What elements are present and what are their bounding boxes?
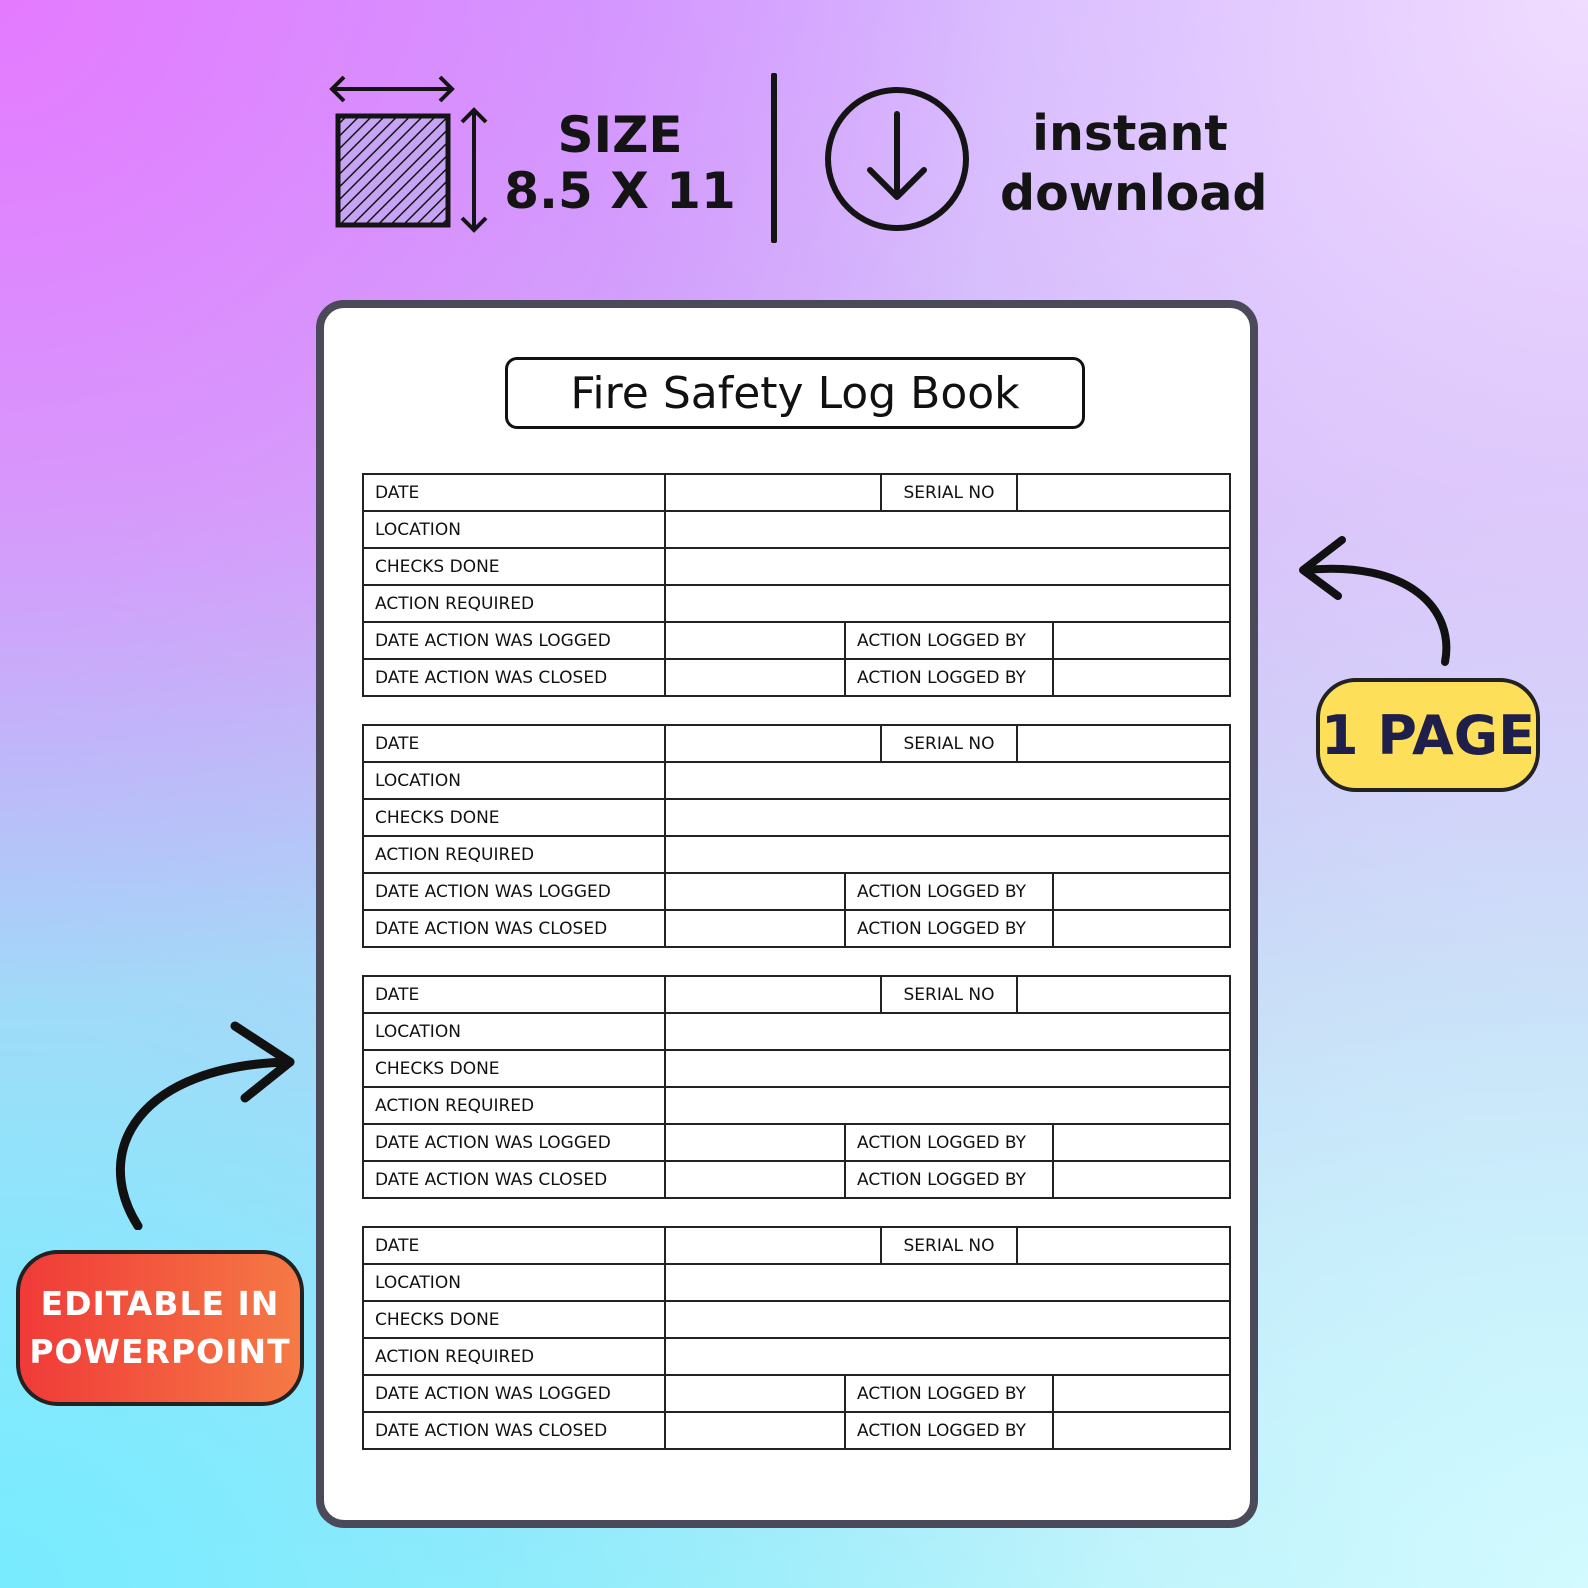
table-row [363, 474, 1230, 511]
date-label: DATE [363, 725, 665, 762]
date-logged-label: DATE ACTION WAS LOGGED [363, 873, 665, 910]
logged-by-field[interactable] [1053, 1124, 1230, 1161]
checks-done-field[interactable] [665, 1301, 1230, 1338]
location-field[interactable] [665, 762, 1230, 799]
instant-download-label [1000, 104, 1268, 224]
serial-no-label: SERIAL NO [881, 725, 1017, 762]
table-row [363, 585, 1230, 622]
header-divider [771, 73, 777, 243]
date-field[interactable] [665, 474, 881, 511]
date-logged-field[interactable] [665, 1375, 845, 1412]
location-label: LOCATION [363, 1013, 665, 1050]
checks-done-label: CHECKS DONE [363, 548, 665, 585]
date-closed-label: DATE ACTION WAS CLOSED [363, 1161, 665, 1198]
logged-by-label: ACTION LOGGED BY [845, 622, 1053, 659]
table-row [363, 1227, 1230, 1264]
logged-by-label: ACTION LOGGED BY [845, 1375, 1053, 1412]
action-required-field[interactable] [665, 585, 1230, 622]
page-count-badge: 1 PAGE [1316, 678, 1540, 792]
serial-no-field[interactable] [1017, 725, 1230, 762]
logged-by-field[interactable] [1053, 873, 1230, 910]
logged-by-field[interactable] [1053, 622, 1230, 659]
editable-in-powerpoint-badge [16, 1250, 304, 1406]
date-closed-label: DATE ACTION WAS CLOSED [363, 659, 665, 696]
date-closed-label: DATE ACTION WAS CLOSED [363, 1412, 665, 1449]
table-row [363, 511, 1230, 548]
table-row [363, 1013, 1230, 1050]
logged-by-label: ACTION LOGGED BY [845, 873, 1053, 910]
closed-by-label: ACTION LOGGED BY [845, 1412, 1053, 1449]
table-row [363, 659, 1230, 696]
action-required-label: ACTION REQUIRED [363, 1087, 665, 1124]
table-row [363, 1412, 1230, 1449]
serial-no-label: SERIAL NO [881, 474, 1017, 511]
date-logged-field[interactable] [665, 622, 845, 659]
download-arrow-icon [822, 84, 972, 234]
location-field[interactable] [665, 1013, 1230, 1050]
editable-line-1: EDITABLE IN [40, 1284, 280, 1323]
table-row [363, 1124, 1230, 1161]
date-logged-field[interactable] [665, 1124, 845, 1161]
date-field[interactable] [665, 725, 881, 762]
size-value: 8.5 X 11 [504, 162, 736, 220]
size-title: SIZE [557, 106, 683, 164]
location-label: LOCATION [363, 1264, 665, 1301]
table-row [363, 910, 1230, 947]
table-row [363, 1087, 1230, 1124]
action-required-label: ACTION REQUIRED [363, 836, 665, 873]
location-label: LOCATION [363, 511, 665, 548]
table-row [363, 622, 1230, 659]
date-closed-field[interactable] [665, 1412, 845, 1449]
checks-done-label: CHECKS DONE [363, 1301, 665, 1338]
checks-done-field[interactable] [665, 548, 1230, 585]
log-section-table [362, 473, 1231, 697]
closed-by-label: ACTION LOGGED BY [845, 1161, 1053, 1198]
closed-by-field[interactable] [1053, 659, 1230, 696]
action-required-field[interactable] [665, 836, 1230, 873]
closed-by-field[interactable] [1053, 1161, 1230, 1198]
closed-by-label: ACTION LOGGED BY [845, 659, 1053, 696]
table-row [363, 836, 1230, 873]
date-field[interactable] [665, 976, 881, 1013]
checks-done-field[interactable] [665, 799, 1230, 836]
curved-arrow-right-icon [100, 1020, 310, 1230]
log-section-table [362, 1226, 1231, 1450]
table-row [363, 1375, 1230, 1412]
closed-by-field[interactable] [1053, 910, 1230, 947]
serial-no-label: SERIAL NO [881, 976, 1017, 1013]
date-closed-field[interactable] [665, 910, 845, 947]
log-section-table [362, 724, 1231, 948]
location-label: LOCATION [363, 762, 665, 799]
table-row [363, 1161, 1230, 1198]
date-label: DATE [363, 1227, 665, 1264]
date-logged-field[interactable] [665, 873, 845, 910]
table-row [363, 548, 1230, 585]
action-required-label: ACTION REQUIRED [363, 585, 665, 622]
closed-by-label: ACTION LOGGED BY [845, 910, 1053, 947]
logged-by-label: ACTION LOGGED BY [845, 1124, 1053, 1161]
serial-no-label: SERIAL NO [881, 1227, 1017, 1264]
date-label: DATE [363, 976, 665, 1013]
table-row [363, 1338, 1230, 1375]
checks-done-label: CHECKS DONE [363, 1050, 665, 1087]
closed-by-field[interactable] [1053, 1412, 1230, 1449]
download-line-2: download [1000, 165, 1268, 222]
date-closed-field[interactable] [665, 659, 845, 696]
table-row [363, 725, 1230, 762]
table-row [363, 1050, 1230, 1087]
size-dimensions-icon [328, 70, 498, 240]
date-logged-label: DATE ACTION WAS LOGGED [363, 1375, 665, 1412]
document-title: Fire Safety Log Book [505, 357, 1085, 429]
table-row [363, 1264, 1230, 1301]
editable-line-2: POWERPOINT [29, 1332, 291, 1371]
table-row [363, 873, 1230, 910]
table-row [363, 762, 1230, 799]
date-label: DATE [363, 474, 665, 511]
curved-arrow-left-icon [1290, 530, 1460, 670]
table-row [363, 1301, 1230, 1338]
date-field[interactable] [665, 1227, 881, 1264]
action-required-field[interactable] [665, 1338, 1230, 1375]
checks-done-field[interactable] [665, 1050, 1230, 1087]
table-row [363, 799, 1230, 836]
date-closed-label: DATE ACTION WAS CLOSED [363, 910, 665, 947]
serial-no-field[interactable] [1017, 1227, 1230, 1264]
serial-no-field[interactable] [1017, 474, 1230, 511]
action-required-label: ACTION REQUIRED [363, 1338, 665, 1375]
logged-by-field[interactable] [1053, 1375, 1230, 1412]
location-field[interactable] [665, 511, 1230, 548]
date-closed-field[interactable] [665, 1161, 845, 1198]
table-row [363, 976, 1230, 1013]
action-required-field[interactable] [665, 1087, 1230, 1124]
checks-done-label: CHECKS DONE [363, 799, 665, 836]
location-field[interactable] [665, 1264, 1230, 1301]
date-logged-label: DATE ACTION WAS LOGGED [363, 1124, 665, 1161]
date-logged-label: DATE ACTION WAS LOGGED [363, 622, 665, 659]
log-section-table [362, 975, 1231, 1199]
download-line-1: instant [1032, 105, 1228, 162]
size-label [500, 108, 740, 220]
serial-no-field[interactable] [1017, 976, 1230, 1013]
